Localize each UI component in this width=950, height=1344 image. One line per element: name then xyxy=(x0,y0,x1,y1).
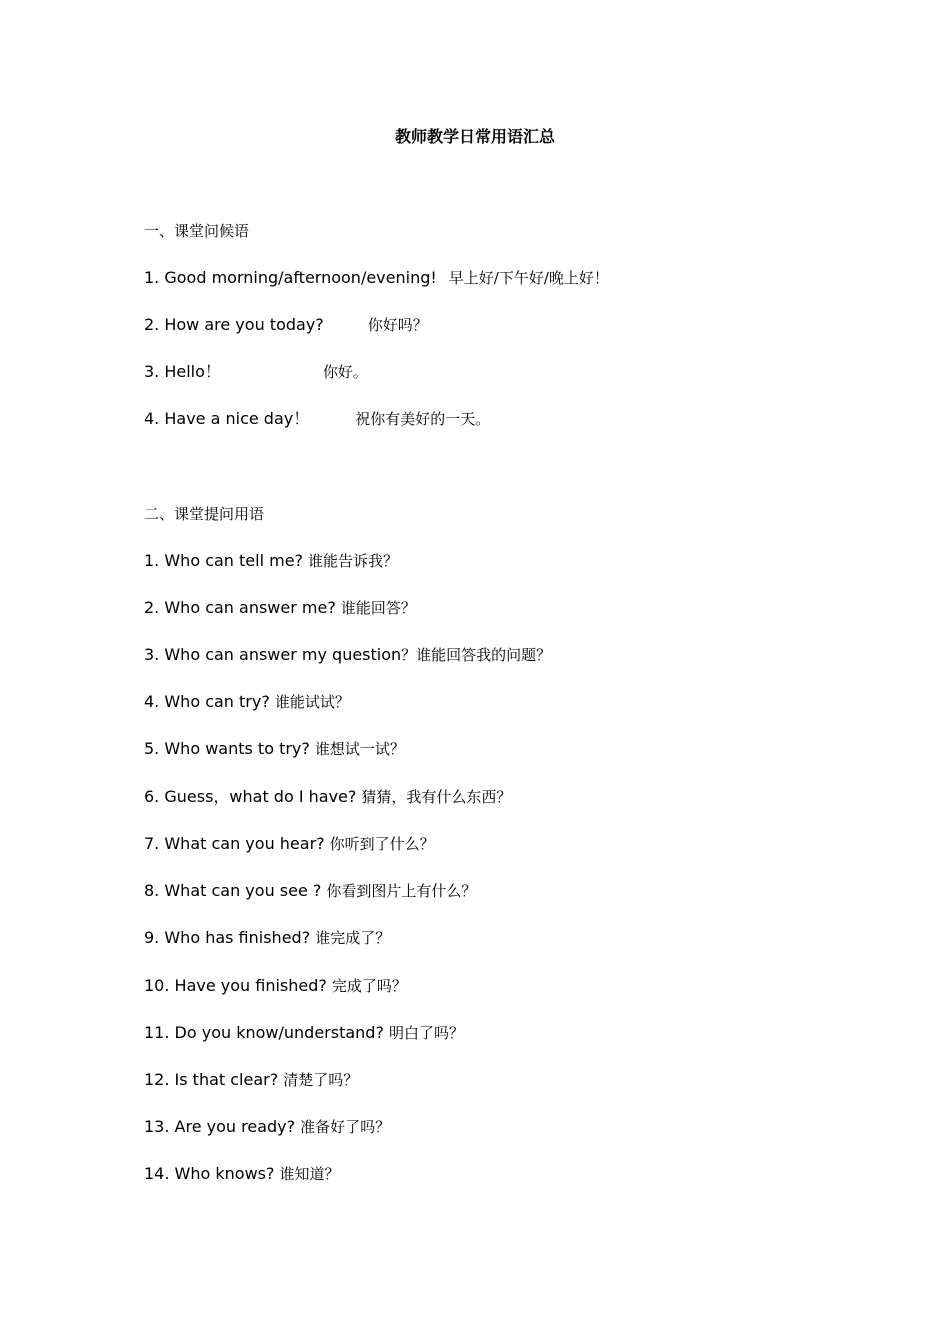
list-item xyxy=(144,314,428,336)
chinese-translation: 祝你有美好的一天。 xyxy=(355,410,491,428)
chinese-translation: 谁能回答？ xyxy=(340,599,416,617)
document-title: 教师教学日常用语汇总 xyxy=(394,127,555,146)
english-phrase: 3. Who can answer my question xyxy=(144,645,402,664)
chinese-translation: 谁想试一试？ xyxy=(314,740,405,758)
english-phrase: 11. Do you know/understand? xyxy=(144,1023,384,1042)
list-item xyxy=(144,1163,340,1185)
chinese-translation: 谁能试试？ xyxy=(274,693,350,711)
list-item xyxy=(144,786,511,808)
chinese-translation: 谁知道？ xyxy=(279,1165,340,1183)
list-item xyxy=(144,1116,390,1138)
english-phrase: 1. Who can tell me? xyxy=(144,551,304,570)
list-item xyxy=(144,738,405,760)
list-item xyxy=(144,975,407,997)
english-phrase: 3. Hello！ xyxy=(144,362,221,381)
chinese-translation: 完成了吗？ xyxy=(331,977,407,995)
list-item xyxy=(144,1022,464,1044)
chinese-translation: ？谁能回答我的问题？ xyxy=(401,646,552,664)
english-phrase: 2. How are you today? xyxy=(144,315,324,334)
list-item xyxy=(144,408,490,430)
list-item xyxy=(144,550,398,572)
list-item xyxy=(144,597,416,619)
list-item xyxy=(144,880,476,902)
english-phrase: 13. Are you ready? xyxy=(144,1117,296,1136)
list-item xyxy=(144,267,609,289)
english-phrase: 2. Who can answer me? xyxy=(144,598,336,617)
english-phrase: 4. Have a nice day！ xyxy=(144,409,310,428)
list-item xyxy=(144,927,390,949)
english-phrase: 12. Is that clear? xyxy=(144,1070,279,1089)
list-item xyxy=(144,361,368,383)
section-heading-questions: 二、课堂提问用语 xyxy=(144,505,265,523)
chinese-translation: 你好吗？ xyxy=(367,316,428,334)
chinese-translation: 谁完成了？ xyxy=(315,929,391,947)
chinese-translation: 猜猜，我有什么东西？ xyxy=(361,788,512,806)
chinese-translation: 准备好了吗？ xyxy=(300,1118,391,1136)
english-phrase: 4. Who can try? xyxy=(144,692,270,711)
english-phrase: 8. What can you see ? xyxy=(144,881,322,900)
english-phrase: 5. Who wants to try? xyxy=(144,739,310,758)
english-phrase: 9. Who has finished? xyxy=(144,928,311,947)
chinese-translation: 你看到图片上有什么？ xyxy=(326,882,477,900)
english-phrase: 7. What can you hear? xyxy=(144,834,325,853)
chinese-translation: 你听到了什么？ xyxy=(329,835,435,853)
list-item xyxy=(144,691,350,713)
section-heading-greetings: 一、课堂问候语 xyxy=(144,222,250,240)
list-item xyxy=(144,644,551,666)
english-phrase: 6. Guess，what do I have? xyxy=(144,787,357,806)
chinese-translation: 早上好/下午好/晚上好！ xyxy=(448,269,609,287)
english-phrase: 14. Who knows? xyxy=(144,1164,275,1183)
chinese-translation: 明白了吗？ xyxy=(388,1024,464,1042)
list-item xyxy=(144,1069,358,1091)
chinese-translation: 谁能告诉我？ xyxy=(308,552,399,570)
english-phrase: 1. Good morning/afternoon/evening! xyxy=(144,268,437,287)
chinese-translation: 清楚了吗？ xyxy=(283,1071,359,1089)
chinese-translation: 你好。 xyxy=(322,363,368,381)
list-item xyxy=(144,833,435,855)
english-phrase: 10. Have you finished? xyxy=(144,976,327,995)
